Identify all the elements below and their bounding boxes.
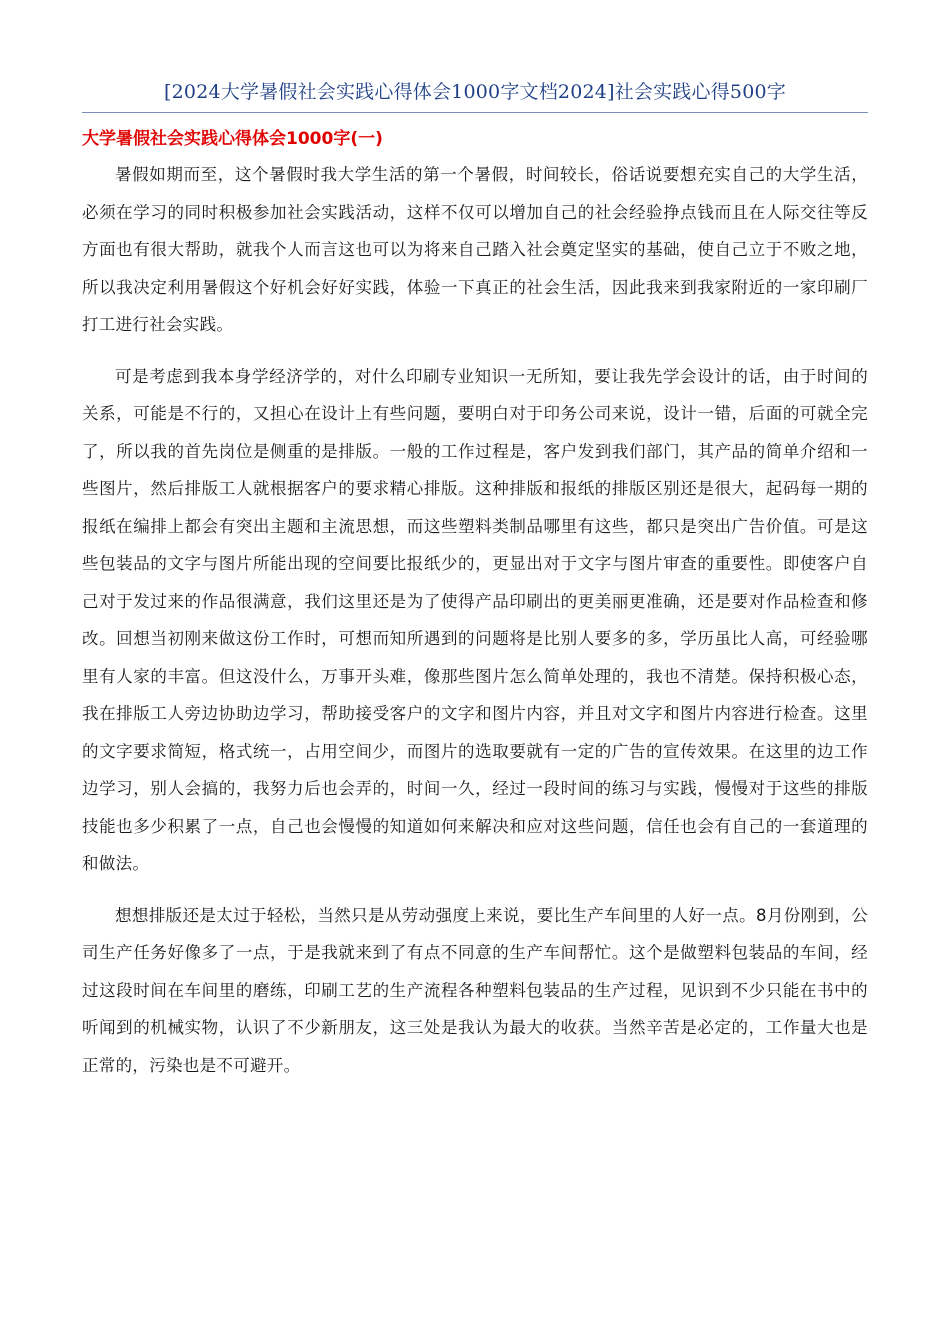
section-heading: 大学暑假社会实践心得体会1000字(一) (82, 129, 383, 149)
paragraph-2: 可是考虑到我本身学经济学的，对什么印刷专业知识一无所知，要让我先学会设计的话，由于时间的关系，可能是不行的，又担心在设计上有些问题，要明白对于印务公司来说，设计一错，后面的可就全完了，所以我的首先岗位是侧重的是排版。一般的工作过程是，客户发到我们部门，其产品的简单介绍和一些图片，然后排版工人就根据客户的要求精心排版。这种排版和报纸的排版区别还是很大，起码每一期的报纸在编排上都会有突出主题和主流思想，而这些塑料类制品哪里有这些，都只是突出广告价值。可是这些包装品的文字与图片所能出现的空间要比报纸少的，更显出对于文字与图片审查的重要性。即使客户自己对于发过来的作品很满意，我们这里还是为了使得产品印刷出的更美丽更准确，还是要对作品检查和修改。回想当初刚来做这份工作时，可想而知所遇到的问题将是比别人要多的多，学历虽比人高，可经验哪里有人家的丰富。但这没什么，万事开头难，像那些图片怎么简单处理的，我也不清楚。保持积极心态，我在排版工人旁边协助边学习，帮助接受客户的文字和图片内容，并且对文字和图片内容进行检查。这里的文字要求简短，格式统一，占用空间少，而图片的选取要就有一定的广告的宣传效果。在这里的边工作边学习，别人会搞的，我努力后也会弄的，时间一久，经过一段时间的练习与实践，慢慢对于这些的排版技能也多少积累了一点，自己也会慢慢的知道如何来解决和应对这些问题，信任也会有自己的一套道理的和做法。 (82, 366, 868, 873)
document-header (82, 78, 868, 113)
article-body (82, 156, 868, 1098)
document-header-title: [2024大学暑假社会实践心得体会1000字文档2024]社会实践心得500字 (164, 81, 786, 103)
paragraph-3: 想想排版还是太过于轻松，当然只是从劳动强度上来说，要比生产车间里的人好一点。8月份刚到，公司生产任务好像多了一点，于是我就来到了有点不同意的生产车间帮忙。这个是做塑料包装品的车间，经过这段时间在车间里的磨练，印刷工艺的生产流程各种塑料包装品的生产过程，见识到不少只能在书中的听闻到的机械实物，认识了不少新朋友，这三处是我认为最大的收获。当然辛苦是必定的，工作量大也是正常的，污染也是不可避开。 (82, 905, 868, 1075)
paragraph-1: 暑假如期而至，这个暑假时我大学生活的第一个暑假，时间较长，俗话说要想充实自己的大学生活，必须在学习的同时积极参加社会实践活动，这样不仅可以增加自己的社会经验挣点钱而且在人际交往等反方面也有很大帮助，就我个人而言这也可以为将来自己踏入社会奠定坚实的基础，使自己立于不败之地，所以我决定利用暑假这个好机会好好实践，体验一下真正的社会生活，因此我来到我家附近的一家印刷厂打工进行社会实践。 (82, 165, 868, 334)
